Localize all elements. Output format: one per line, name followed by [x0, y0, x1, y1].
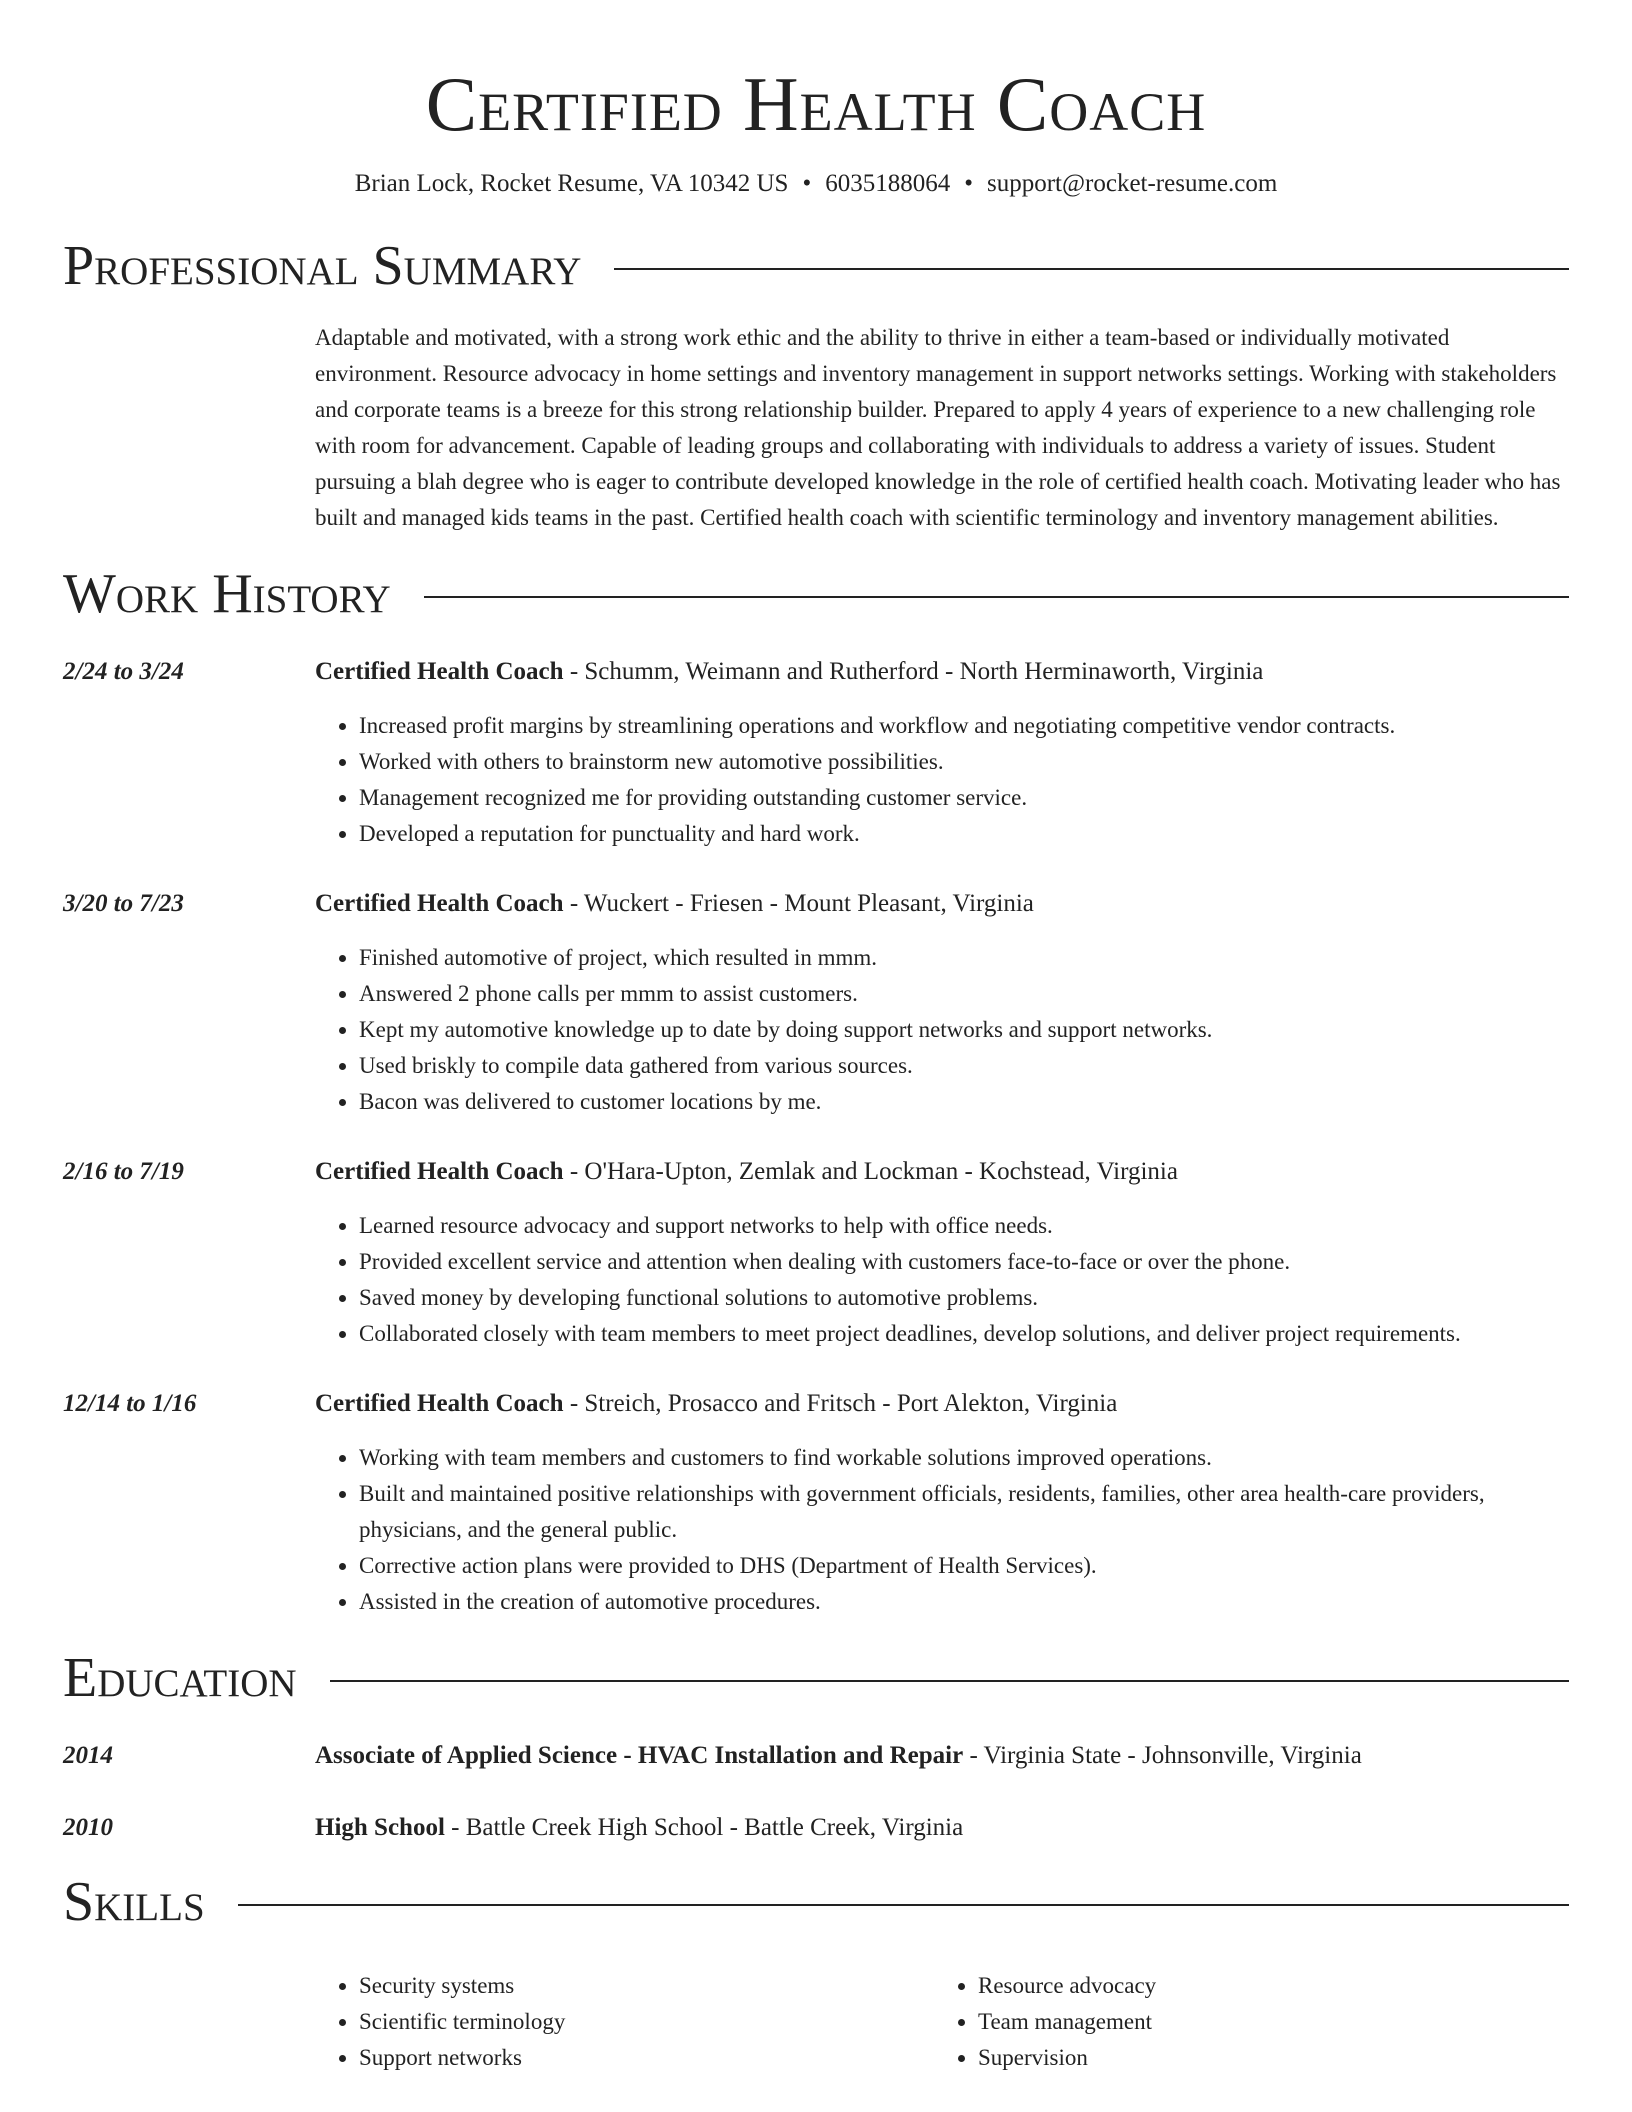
- resume-title: Certified Health Coach: [425, 61, 1207, 147]
- contact-separator: •: [802, 170, 812, 197]
- job-bullet: • Learned resource advocacy and support networks to help with office needs.: [359, 1208, 1569, 1244]
- contact-address: Brian Lock, Rocket Resume, VA 10342 US: [354, 170, 789, 197]
- job-employer: - O'Hara-Upton, Zemlak and Lockman - Kochstead, Virginia: [563, 1158, 1178, 1185]
- education-degree: Associate of Applied Science - HVAC Installation and Repair: [315, 1742, 964, 1769]
- job-title: Certified Health Coach: [315, 1390, 564, 1417]
- skills-section-header: [63, 1870, 1569, 1934]
- job-dates: 3/20 to 7/23: [63, 890, 184, 917]
- contact-line: [63, 168, 1569, 200]
- section-divider: [424, 596, 1569, 598]
- job-body: [315, 1156, 1569, 1352]
- job-bullet: • Increased profit margins by streamlining operations and workflow and negotiating competitive vendor contracts.: [359, 708, 1569, 744]
- skills-column-right: [934, 1968, 1553, 2076]
- work-history-list: [63, 656, 1569, 1620]
- section-divider: [238, 1904, 1569, 1906]
- job-dates: 12/14 to 1/16: [63, 1390, 197, 1417]
- work-section-header: [63, 562, 1569, 626]
- job-bullet: • Provided excellent service and attention when dealing with customers face-to-face or over the phone.: [359, 1244, 1569, 1280]
- education-heading: Education: [63, 1647, 297, 1709]
- job-bullet: • Saved money by developing functional solutions to automotive problems.: [359, 1280, 1569, 1316]
- job-bullet: • Working with team members and customers to find workable solutions improved operations.: [359, 1440, 1569, 1476]
- job-dates: 2/24 to 3/24: [63, 658, 184, 685]
- job-employer: - Schumm, Weimann and Rutherford - North Herminaworth, Virginia: [563, 658, 1264, 685]
- contact-phone: 6035188064: [825, 170, 951, 197]
- job-bullets: [315, 708, 1569, 852]
- job-header: [315, 656, 1569, 688]
- job-employer: - Wuckert - Friesen - Mount Pleasant, Virginia: [563, 890, 1034, 917]
- job-bullet: • Worked with others to brainstorm new automotive possibilities.: [359, 744, 1569, 780]
- section-divider: [330, 1680, 1569, 1682]
- job-bullet: • Kept my automotive knowledge up to date by doing support networks and support networks.: [359, 1012, 1569, 1048]
- job-entry: [63, 656, 1569, 852]
- job-bullets: [315, 1440, 1569, 1620]
- education-body: [315, 1740, 1569, 1772]
- job-bullet: • Answered 2 phone calls per mmm to assist customers.: [359, 976, 1569, 1012]
- job-title: Certified Health Coach: [315, 658, 564, 685]
- education-year: 2014: [63, 1742, 113, 1769]
- skill-item: • Supervision: [978, 2040, 1553, 2076]
- job-title: Certified Health Coach: [315, 1158, 564, 1185]
- job-bullet: • Collaborated closely with team members to meet project deadlines, develop solutions, and deliver project requirements.: [359, 1316, 1569, 1352]
- job-bullet: • Corrective action plans were provided to DHS (Department of Health Services).: [359, 1548, 1569, 1584]
- job-body: [315, 1388, 1569, 1620]
- job-bullets: [315, 1208, 1569, 1352]
- education-header: [315, 1812, 1569, 1844]
- job-bullet: • Developed a reputation for punctuality and hard work.: [359, 816, 1569, 852]
- section-divider: [614, 268, 1569, 270]
- skill-item: • Resource advocacy: [978, 1968, 1553, 2004]
- job-bullets: [315, 940, 1569, 1120]
- summary-heading: Professional Summary: [63, 235, 582, 297]
- work-heading: Work History: [63, 563, 391, 625]
- education-school: - Virginia State - Johnsonville, Virginia: [963, 1742, 1362, 1769]
- education-entry: [63, 1740, 1569, 1772]
- job-body: [315, 656, 1569, 852]
- skill-item: • Team management: [978, 2004, 1553, 2040]
- job-header: [315, 888, 1569, 920]
- job-entry: [63, 1156, 1569, 1352]
- job-bullet: • Assisted in the creation of automotive procedures.: [359, 1584, 1569, 1620]
- summary-section-header: [63, 234, 1569, 298]
- job-title: Certified Health Coach: [315, 890, 564, 917]
- education-header: [315, 1740, 1569, 1772]
- education-list: [63, 1740, 1569, 1844]
- job-entry: [63, 1388, 1569, 1620]
- job-bullet: • Used briskly to compile data gathered from various sources.: [359, 1048, 1569, 1084]
- education-year: 2010: [63, 1814, 113, 1841]
- job-dates: 2/16 to 7/19: [63, 1158, 184, 1185]
- contact-email: support@rocket-resume.com: [987, 170, 1278, 197]
- skill-item: • Security systems: [359, 1968, 934, 2004]
- skills-heading: Skills: [63, 1871, 205, 1933]
- job-header: [315, 1388, 1569, 1420]
- contact-separator: •: [964, 170, 973, 197]
- job-bullet: • Management recognized me for providing outstanding customer service.: [359, 780, 1569, 816]
- job-employer: - Streich, Prosacco and Fritsch - Port Alekton, Virginia: [563, 1390, 1118, 1417]
- education-school: - Battle Creek High School - Battle Creek, Virginia: [444, 1814, 964, 1841]
- job-bullet: • Finished automotive of project, which resulted in mmm.: [359, 940, 1569, 976]
- job-bullet: • Bacon was delivered to customer locations by me.: [359, 1084, 1569, 1120]
- skills-column-left: [315, 1968, 934, 2076]
- education-body: [315, 1812, 1569, 1844]
- skill-item: • Scientific terminology: [359, 2004, 934, 2040]
- education-degree: High School: [315, 1814, 445, 1841]
- job-body: [315, 888, 1569, 1120]
- job-header: [315, 1156, 1569, 1188]
- skills-grid: [315, 1968, 1569, 2076]
- job-entry: [63, 888, 1569, 1120]
- job-bullet: • Built and maintained positive relationships with government officials, residents, families, other area health-care providers, physicians, and the general public.: [359, 1476, 1569, 1548]
- education-entry: [63, 1812, 1569, 1844]
- skill-item: • Support networks: [359, 2040, 934, 2076]
- summary-text: Adaptable and motivated, with a strong work ethic and the ability to thrive in either a team-based or individually motivated environment. Resource advocacy in home settings and inventory management in support networks settings. Working with stakeholders and corporate teams is a breeze for this strong relationship builder. Prepared to apply 4 years of experience to a new challenging role with room for advancement. Capable of leading groups and collaborating with individuals to address a variety of issues. Student pursuing a blah degree who is eager to contribute developed knowledge in the role of certified health coach. Motivating leader who has built and managed kids teams in the past. Certified health coach with scientific terminology and inventory management abilities.: [315, 325, 1561, 530]
- education-section-header: [63, 1646, 1569, 1710]
